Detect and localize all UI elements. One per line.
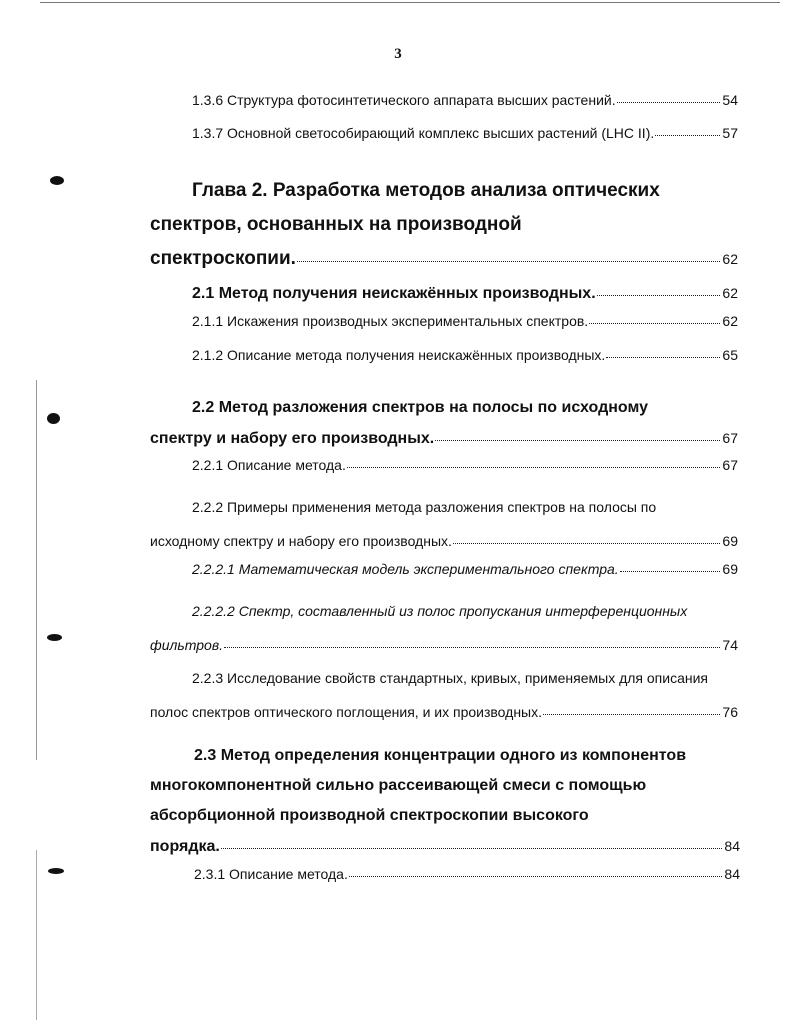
- toc-entry-text-line: 2.2.2 Примеры применения метода разложения спектров на полосы по: [192, 499, 657, 515]
- toc-entry-page: 76: [722, 704, 738, 720]
- toc-leader-dots: [617, 102, 721, 103]
- toc-entry[interactable]: [150, 490, 738, 558]
- toc-entry-text: 2.1.1 Искажения производных экспериментальных спектров.: [192, 313, 589, 329]
- toc-entry[interactable]: [192, 560, 738, 578]
- scan-top-edge: [40, 2, 780, 3]
- toc-leader-dots: [221, 848, 723, 849]
- toc-entry-page: 74: [722, 637, 738, 653]
- toc-leader-dots: [543, 714, 720, 715]
- toc-entry-text-line: спектров, основанных на производной: [150, 214, 522, 235]
- toc-entry[interactable]: [192, 346, 738, 364]
- toc-leader-dots: [349, 876, 723, 877]
- toc-entry-page: 54: [722, 92, 738, 108]
- page-number: 3: [394, 46, 402, 62]
- toc-section-heading[interactable]: [192, 278, 738, 309]
- toc-entry[interactable]: [150, 594, 738, 662]
- toc-entry-text: порядка.: [150, 838, 220, 855]
- toc-entry-text: исходному спектру и набору его производных.: [150, 533, 452, 549]
- toc-entry-page: 69: [722, 533, 738, 549]
- toc-leader-dots: [224, 647, 720, 648]
- toc-entry-page: 84: [724, 866, 740, 882]
- toc-entry-text: 2.2.2.1 Математическая модель экспериментального спектра.: [192, 561, 619, 577]
- punch-hole-mark: [48, 868, 64, 874]
- toc-entry-text: 2.1 Метод получения неискажённых производных.: [192, 285, 596, 302]
- toc-section-heading[interactable]: [150, 741, 740, 862]
- toc-entry-text-line: 2.2.3 Исследование свойств стандартных, кривых, применяемых для описания: [192, 670, 709, 686]
- toc-entry-text-line: 2.3 Метод определения концентрации одного из компонентов: [194, 747, 687, 764]
- toc-entry[interactable]: [192, 91, 738, 109]
- toc-leader-dots: [589, 323, 720, 324]
- toc-entry-page: 62: [722, 285, 738, 301]
- toc-entry-text: фильтров.: [150, 637, 224, 653]
- toc-entry[interactable]: [192, 312, 738, 330]
- toc-entry-page: 67: [722, 457, 738, 473]
- toc-entry[interactable]: [150, 661, 748, 729]
- toc-entry-page: 62: [722, 313, 738, 329]
- punch-hole-mark: [47, 413, 60, 424]
- toc-entry-text: спектру и набору его производных.: [150, 430, 435, 447]
- toc-leader-dots: [347, 467, 721, 468]
- toc-entry-page: 57: [722, 125, 738, 141]
- toc-section-heading[interactable]: [150, 393, 738, 454]
- toc-leader-dots: [597, 295, 721, 296]
- scan-left-edge: [36, 380, 37, 760]
- punch-hole-mark: [50, 176, 64, 185]
- toc-leader-dots: [620, 571, 721, 572]
- toc-entry-text: спектроскопии.: [150, 248, 296, 269]
- toc-leader-dots: [606, 357, 720, 358]
- toc-entry-text: 1.3.7 Основной светособирающий комплекс высших растений (LHC II).: [192, 125, 655, 141]
- toc-entry[interactable]: [194, 865, 740, 883]
- toc-entry-page: 65: [722, 347, 738, 363]
- toc-entry-page: 69: [722, 561, 738, 577]
- toc-entry-text: полос спектров оптического поглощения, и их производных.: [150, 704, 543, 720]
- toc-entry-text: 2.1.2 Описание метода получения неискажённых производных.: [192, 347, 606, 363]
- toc-entry-text-line: абсорбционной производной спектроскопии высокого: [150, 807, 589, 824]
- toc-leader-dots: [297, 261, 720, 262]
- toc-entry-page: 62: [722, 251, 738, 267]
- toc-entry-text: 1.3.6 Структура фотосинтетического аппарата высших растений.: [192, 92, 616, 108]
- scan-left-edge: [36, 850, 37, 1020]
- toc-entry-text-line: 2.2.2.2 Спектр, составленный из полос пропускания интерференционных: [192, 603, 688, 619]
- toc-entry[interactable]: [192, 124, 738, 142]
- punch-hole-mark: [47, 634, 62, 641]
- toc-leader-dots: [655, 135, 720, 136]
- toc-entry-text-line: Глава 2. Разработка методов анализа оптических: [192, 180, 660, 201]
- toc-entry-text-line: 2.2 Метод разложения спектров на полосы по исходному: [192, 399, 649, 416]
- toc-entry-text: 2.2.1 Описание метода.: [192, 457, 346, 473]
- toc-leader-dots: [453, 543, 721, 544]
- toc-entry-text-line: многокомпонентной сильно рассеивающей смеси с помощью: [150, 777, 647, 794]
- toc-entry-page: 67: [722, 430, 738, 446]
- toc-entry-text: 2.3.1 Описание метода.: [194, 866, 348, 882]
- toc-entry-page: 84: [724, 838, 740, 854]
- toc-chapter-heading[interactable]: [150, 174, 738, 276]
- toc-leader-dots: [435, 440, 720, 441]
- toc-entry[interactable]: [192, 456, 738, 474]
